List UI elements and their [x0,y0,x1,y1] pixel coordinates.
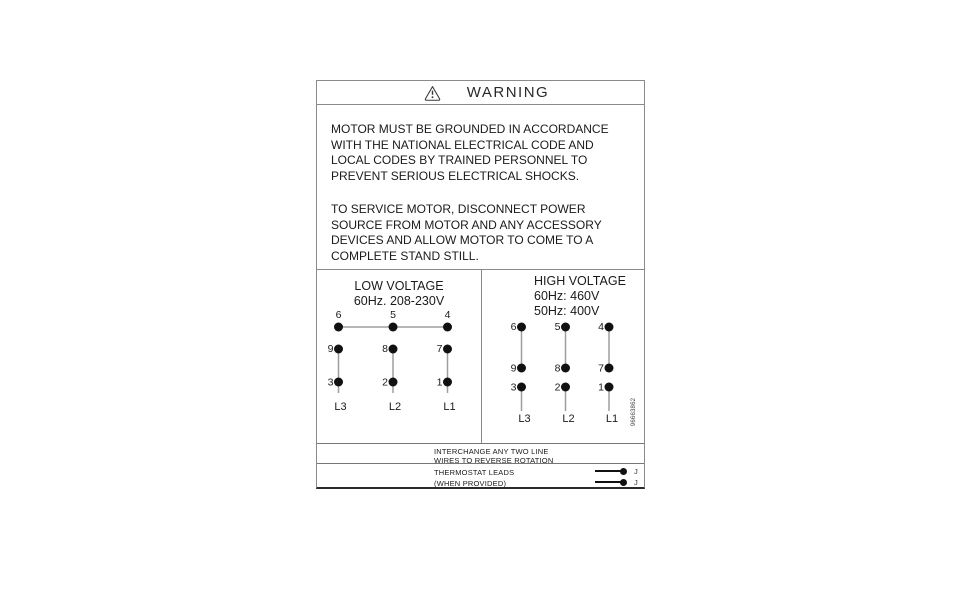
lead-wire-line [595,470,621,472]
rotation-note-line2: WIRES TO REVERSE ROTATION [434,455,554,465]
thermostat-line2: (WHEN PROVIDED) [434,479,507,488]
warning-header [317,81,644,105]
warning-paragraph-grounding: MOTOR MUST BE GROUNDED IN ACCORDANCE WITH THE NATIONAL ELECTRICAL CODE AND LOCAL CODES BY TRAINED PERSONNEL TO PREVENT SERIOUS ELECTRICAL SHOCKS. [331,122,609,183]
warning-title: WARNING [466,84,550,101]
low-voltage-title: LOW VOLTAGE [354,279,444,293]
svg-text:2: 2 [554,381,561,394]
warning-text-block [317,105,644,270]
high-voltage-subtitle-50hz: 50Hz: 400V [534,304,600,318]
low-voltage-subtitle: 60Hz. 208-230V [353,294,445,308]
thermostat-lead-symbol [595,467,638,475]
svg-text:L1: L1 [443,401,456,413]
high-voltage-title: HIGH VOLTAGE [534,274,626,288]
svg-text:7: 7 [598,362,604,375]
svg-text:1: 1 [598,381,604,394]
svg-text:9: 9 [327,343,334,355]
thermostat-text [434,467,514,489]
svg-text:4: 4 [598,321,604,333]
wiring-diagram-section [317,270,644,444]
low-voltage-titles [317,279,481,309]
svg-text:4: 4 [444,309,451,321]
thermostat-line1: THERMOSTAT LEADS [434,468,515,477]
svg-text:9: 9 [510,362,517,375]
svg-text:L2: L2 [388,401,402,413]
high-voltage-titles [534,274,626,319]
high-voltage-subtitle-60hz: 60Hz: 460V [534,289,600,303]
svg-text:6: 6 [510,321,517,333]
warning-paragraph-service: TO SERVICE MOTOR, DISCONNECT POWER SOURCE FROM MOTOR AND ANY ACCESSORY DEVICES AND ALLOW MOTOR TO COME TO A COMPLETE STAND STILL. [331,202,602,263]
svg-text:L3: L3 [334,401,347,413]
svg-text:1: 1 [436,376,443,389]
lead-terminal-dot-icon [620,479,627,486]
svg-text:L1: L1 [605,413,619,425]
lead-label: J [634,477,638,487]
svg-text:2: 2 [382,376,388,389]
svg-text:L3: L3 [518,413,531,425]
svg-text:3: 3 [327,376,334,389]
thermostat-lead-symbol [595,478,638,486]
high-voltage-section [482,270,644,443]
svg-text:8: 8 [382,343,388,355]
thermostat-section [317,464,644,488]
svg-text:5: 5 [390,309,396,321]
svg-text:5: 5 [554,321,561,333]
rotation-note-line1: INTERCHANGE ANY TWO LINE [434,446,549,456]
svg-text:7: 7 [436,343,443,355]
motor-warning-label [316,80,645,489]
part-number: 96663862 [631,397,637,427]
rotation-note-section [317,444,644,464]
low-voltage-section [317,270,482,443]
warning-triangle-icon [424,85,441,101]
lead-terminal-dot-icon [620,468,627,475]
svg-text:L2: L2 [562,413,575,425]
lead-label: J [634,466,638,476]
svg-text:6: 6 [335,309,342,321]
svg-text:8: 8 [554,362,561,375]
svg-text:3: 3 [510,381,517,394]
lead-wire-line [595,481,621,483]
